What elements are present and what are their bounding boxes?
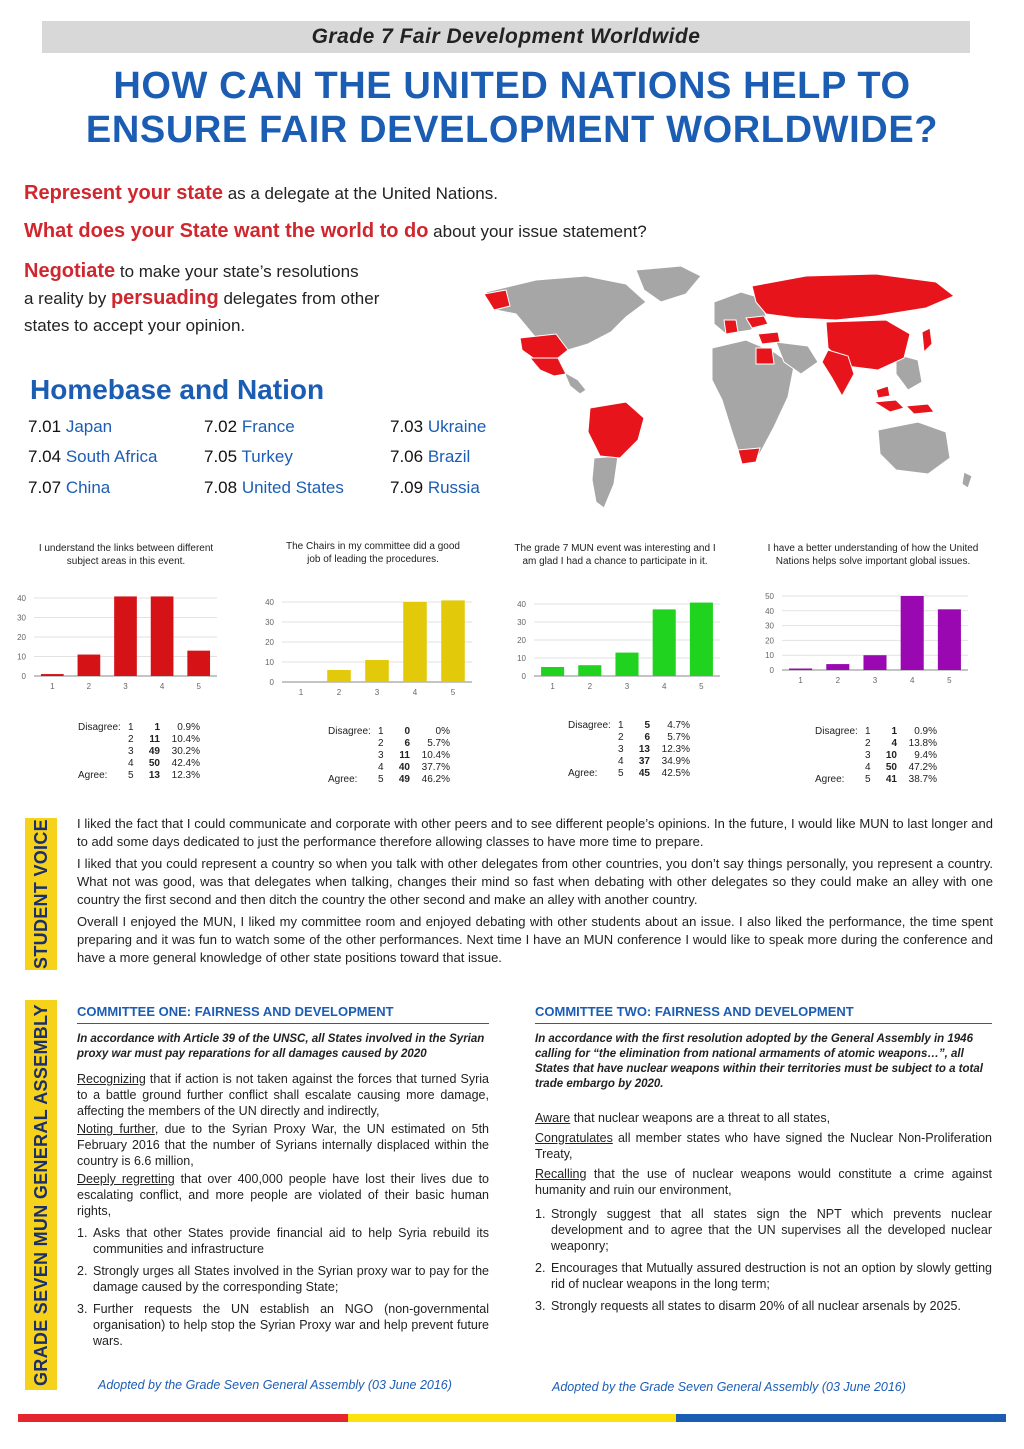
x-tick-label: 1 (798, 676, 803, 685)
stats-rating: 5 (618, 768, 624, 779)
y-tick-label: 10 (17, 652, 26, 662)
stats-count: 10 (885, 750, 897, 761)
stats-label: Agree: (328, 774, 358, 785)
x-tick-label: 3 (123, 682, 128, 691)
clause-text: all member states who have signed the Nuclear Non-Proliferation Treaty, (535, 1131, 992, 1161)
stats-count: 1 (891, 726, 897, 737)
nation-code: 7.01 (28, 417, 66, 436)
map-greenland (636, 266, 701, 302)
nation-code: 7.09 (390, 478, 428, 497)
nation-item (204, 446, 293, 468)
operative-clauses (535, 1206, 992, 1314)
nation-item (204, 416, 295, 438)
y-tick-label: 0 (521, 672, 526, 681)
stats-percent: 4.7% (667, 720, 690, 731)
stats-rating: 3 (128, 746, 134, 757)
chart-title: The grade 7 MUN event was interesting and I am glad I had a chance to participate in it. (514, 543, 716, 567)
stats-row (78, 770, 200, 782)
stats-percent: 13.8% (908, 738, 937, 749)
stats-label (815, 738, 865, 750)
nation-item (390, 446, 470, 468)
stats-label (815, 762, 865, 774)
intro-text: to make your state’s resolutions (115, 262, 359, 281)
stats-count: 13 (148, 770, 160, 781)
stats-label: Agree: (568, 768, 598, 779)
map-south-africa (738, 448, 760, 464)
nation-name: Brazil (427, 447, 471, 466)
preamble-clause (77, 1071, 489, 1119)
stats-row (568, 756, 690, 768)
nation-name: United States (241, 478, 344, 497)
stats-count: 11 (399, 750, 410, 761)
stats-percent: 42.4% (171, 758, 200, 769)
operative-clause (535, 1260, 992, 1292)
clause-text: that nuclear weapons are a threat to all states, (570, 1111, 831, 1125)
clause-number: 3. (535, 1299, 546, 1313)
stats-percent: 5.7% (667, 732, 690, 743)
nation-code: 7.02 (204, 417, 242, 436)
x-tick-label: 1 (50, 682, 55, 691)
clause-text: that the use of nuclear weapons would constitute a crime against humanity and ruin our environment, (535, 1167, 992, 1197)
operative-clauses (77, 1225, 489, 1349)
stats-percent: 12.3% (171, 770, 200, 781)
resolution-statement: In accordance with Article 39 of the UNSC, all States involved in the Syrian proxy war must pay reparations for all damages caused by 2020 (77, 1033, 485, 1060)
bar (541, 667, 564, 676)
stats-label (568, 744, 618, 756)
stats-rating: 1 (128, 722, 134, 733)
x-tick-label: 1 (298, 688, 304, 697)
y-tick-label: 30 (765, 621, 774, 631)
y-tick-label: 40 (265, 598, 274, 607)
x-tick-label: 4 (909, 676, 915, 685)
stats-label: Disagree: (568, 720, 611, 731)
x-tick-label: 2 (587, 682, 593, 691)
clause-number: 2. (535, 1261, 546, 1275)
x-tick-label: 3 (872, 676, 878, 685)
clause-text: Asks that other States provide financial aid to help Syria rebuild its communities and infrastructure (93, 1226, 489, 1256)
clause-text: , due to the Syrian Proxy War, the UN estimated on 5th February 2016 that the number of Syrians internally displaced within the country is 6.6 million, (77, 1122, 489, 1168)
y-tick-label: 20 (517, 636, 526, 645)
committee-title: COMMITTEE ONE: FAIRNESS AND DEVELOPMENT (77, 1004, 489, 1024)
bar (403, 602, 427, 682)
intro-highlight: Negotiate (24, 260, 116, 282)
y-tick-label: 40 (17, 594, 26, 603)
stats-percent: 38.7% (908, 774, 937, 785)
stats-row (78, 746, 200, 758)
stats-label: Agree: (815, 774, 845, 785)
stats-row (568, 720, 690, 732)
y-tick-label: 10 (517, 654, 526, 663)
chart-title: The Chairs in my committee did a good job of leading the procedures. (286, 541, 460, 565)
map-russia (752, 274, 954, 320)
y-tick-label: 30 (517, 618, 526, 627)
bar (653, 609, 676, 676)
stats-label: Disagree: (328, 726, 371, 737)
stats-label: Disagree: (78, 722, 121, 733)
clause-number: 1. (535, 1207, 546, 1221)
homebase-title: Homebase and Nation (30, 374, 325, 405)
stats-rating: 2 (378, 738, 384, 749)
x-tick-label: 5 (196, 682, 201, 691)
stats-count: 6 (404, 738, 410, 749)
stats-row (568, 768, 690, 780)
voice-quote: I liked the fact that I could communicate and corporate with other peers and to see different people’s opinions. In the future, I would like MUN to last longer and to add some days dedicated to just the performance therefore allowing classes to have more time to prepare. (77, 816, 993, 849)
stats-row (815, 762, 937, 774)
stats-row (815, 774, 937, 786)
bar (327, 670, 351, 682)
clause-text: Further requests the UN establish an NGO (non-governmental organisation) to help stop the Syrian Proxy war and help prevent future wars. (93, 1302, 489, 1348)
clause-keyword: Aware (535, 1111, 571, 1125)
stats-rating: 3 (865, 750, 871, 761)
map-france (724, 320, 738, 334)
title-line-1: HOW CAN THE UNITED NATIONS HELP TO (113, 65, 911, 107)
x-tick-label: 4 (159, 682, 165, 691)
stats-label (78, 746, 128, 758)
map-central-america (564, 372, 586, 394)
operative-clause (535, 1298, 992, 1314)
stats-count: 40 (398, 762, 410, 773)
committee-title: COMMITTEE TWO: FAIRNESS AND DEVELOPMENT (535, 1004, 992, 1024)
adopted-note-two: Adopted by the Grade Seven General Assembly (03 June 2016) (552, 1380, 906, 1394)
x-tick-label: 5 (450, 688, 456, 697)
stats-count: 6 (644, 732, 650, 743)
bar (41, 674, 64, 676)
stats-row (328, 774, 450, 786)
y-tick-label: 30 (17, 613, 26, 623)
stats-rating: 1 (618, 720, 624, 731)
stats-count: 45 (638, 768, 650, 779)
y-tick-label: 40 (765, 606, 774, 616)
bar (187, 651, 210, 676)
stats-percent: 42.5% (661, 768, 690, 779)
bar (578, 665, 601, 676)
clause-text: Encourages that Mutually assured destruction is not an option by slowly getting rid of nuclear weapons in the long term; (551, 1261, 992, 1291)
stats-rating: 1 (865, 726, 871, 737)
clause-text: that over 400,000 people have lost their lives due to escalating conflict, and more people are violated of their basic human rights, (77, 1172, 489, 1218)
x-tick-label: 2 (835, 676, 841, 685)
stats-rating: 4 (618, 756, 624, 767)
page-title (20, 64, 1004, 152)
stats-label (568, 756, 618, 768)
nation-item (390, 477, 480, 499)
map-africa (712, 340, 794, 462)
response-stats (328, 726, 450, 786)
stats-row (328, 750, 450, 762)
y-tick-label: 40 (517, 600, 526, 609)
nation-name: Japan (65, 417, 113, 436)
top-banner: Grade 7 Fair Development Worldwide (42, 21, 970, 53)
stats-label (78, 734, 128, 746)
stats-percent: 46.2% (421, 774, 450, 785)
x-tick-label: 2 (336, 688, 342, 697)
map-north-america (486, 276, 646, 350)
nation-code: 7.04 (28, 447, 66, 466)
bar-chart (748, 586, 976, 692)
resolution-statement: In accordance with the first resolution adopted by the General Assembly in 1946 calling for “the elimination from national armaments of atomic weapons…”, all States that have nuclear weapons within their territories must be subject to a total trade embargo by 2020. (535, 1033, 983, 1090)
x-tick-label: 3 (374, 688, 380, 697)
stats-row (815, 738, 937, 750)
nation-code: 7.05 (204, 447, 242, 466)
nation-name: South Africa (65, 447, 158, 466)
x-tick-label: 4 (412, 688, 418, 697)
stats-rating: 1 (378, 726, 384, 737)
operative-clause (535, 1206, 992, 1254)
map-australia (878, 422, 950, 474)
stats-rating: 2 (128, 734, 134, 745)
stats-count: 0 (404, 726, 410, 737)
bar (441, 600, 465, 682)
intro-paragraph (24, 258, 379, 339)
x-tick-label: 5 (947, 676, 952, 685)
stats-label (815, 750, 865, 762)
stats-count: 13 (638, 744, 650, 755)
stats-percent: 0.9% (177, 722, 200, 733)
x-tick-label: 5 (699, 682, 704, 691)
y-tick-label: 0 (21, 672, 26, 681)
response-stats (568, 720, 690, 780)
map-indonesia (874, 386, 934, 414)
nation-name: Turkey (241, 447, 293, 466)
preamble-clause (77, 1121, 489, 1169)
world-map (476, 262, 998, 520)
nation-name: Russia (427, 478, 480, 497)
response-stats (78, 722, 200, 782)
stats-rating: 4 (865, 762, 871, 773)
nation-name: China (65, 478, 111, 497)
student-voice-label: STUDENT VOICE (31, 819, 51, 969)
nation-item (28, 446, 157, 468)
stats-row (328, 726, 450, 738)
y-tick-label: 20 (265, 638, 274, 647)
map-japan (922, 328, 932, 352)
clause-number: 2. (77, 1264, 88, 1278)
y-tick-label: 0 (269, 678, 274, 687)
stats-rating: 2 (618, 732, 624, 743)
stats-label (568, 732, 618, 744)
x-tick-label: 2 (86, 682, 92, 691)
y-tick-label: 10 (765, 651, 774, 661)
stats-row (328, 762, 450, 774)
adopted-note-one: Adopted by the Grade Seven General Assembly (03 June 2016) (98, 1378, 452, 1392)
stats-row (328, 738, 450, 750)
map-south-america-south (592, 456, 618, 508)
clause-text: Strongly suggest that all states sign the NPT which prevents nuclear development and to agree that the UN supervises all the developed nuclear weaponry; (551, 1207, 992, 1253)
y-tick-label: 10 (265, 658, 274, 667)
clause-keyword: Recalling (535, 1167, 587, 1181)
footer-stripe-blue (676, 1414, 1006, 1422)
response-stats (815, 726, 937, 786)
nation-list (28, 416, 508, 516)
stats-rating: 4 (378, 762, 384, 773)
intro-text: as a delegate at the United Nations. (222, 184, 498, 203)
map-egypt (756, 348, 774, 364)
voice-quote: Overall I enjoyed the MUN, I liked my committee room and enjoyed debating with other students about an issue. I also liked the performance, the time spent preparing and it was fun to watch some of the other performances. Next time I have an MUN conference I would like to speak more during the conference and have a more general knowledge of other state positions toward that issue. (77, 914, 993, 965)
stats-count: 49 (398, 774, 410, 785)
stats-rating: 2 (865, 738, 871, 749)
intro-text: delegates from other (218, 289, 380, 308)
bar (114, 596, 137, 676)
stats-row (815, 726, 937, 738)
intro-text: states to accept your opinion. (24, 316, 246, 335)
stats-percent: 0.9% (914, 726, 937, 737)
assembly-label: GRADE SEVEN MUN GENERAL ASSEMBLY (31, 1004, 51, 1386)
footer-stripe-red (18, 1414, 348, 1422)
stats-row (78, 734, 200, 746)
stats-label (328, 750, 378, 762)
bar-chart (248, 592, 480, 704)
clause-keyword: Deeply regretting (77, 1172, 175, 1186)
nation-item (390, 416, 486, 438)
nation-code: 7.07 (28, 478, 66, 497)
stats-percent: 37.7% (421, 762, 450, 773)
title-line-2: ENSURE FAIR DEVELOPMENT WORLDWIDE? (85, 109, 939, 151)
intro-text: about your issue statement? (428, 222, 647, 241)
chart-title: I understand the links between different subject areas in this event. (38, 543, 214, 567)
stats-label (328, 762, 378, 774)
operative-clause (77, 1225, 489, 1257)
map-new-zealand (962, 472, 972, 488)
y-tick-label: 20 (17, 633, 26, 642)
preamble-clause (535, 1166, 992, 1198)
stats-count: 50 (885, 762, 897, 773)
stats-percent: 12.3% (661, 744, 690, 755)
clause-keyword: Recognizing (77, 1072, 146, 1086)
stats-label (328, 738, 378, 750)
stats-rating: 3 (378, 750, 384, 761)
student-voice (77, 815, 993, 971)
bar-chart (0, 588, 225, 698)
voice-quote: I liked that you could represent a country so when you talk with other delegates from other countries, you don’t say things personally, you represent a country. What not was good, was that delegates when talking, changes their mind so fast when debating with other delegates so they could make an alley with one country the first second and then ditch the country the other second and make an alley with another country. (77, 856, 993, 907)
bar (690, 603, 713, 676)
chart-title: I have a better understanding of how the United Nations helps solve important global issues. (767, 543, 979, 567)
bar (901, 596, 924, 670)
stats-percent: 9.4% (914, 750, 937, 761)
stats-count: 37 (638, 756, 650, 767)
y-tick-label: 30 (265, 618, 274, 627)
preamble-clause (535, 1130, 992, 1162)
bar (863, 655, 886, 670)
map-mexico (530, 358, 566, 376)
intro-text: a reality by (24, 289, 111, 308)
preamble-clause (535, 1110, 992, 1126)
bar (78, 655, 101, 676)
bar (615, 653, 638, 676)
bar-chart (500, 594, 728, 698)
clause-text: Strongly requests all states to disarm 20% of all nuclear arsenals by 2025. (551, 1299, 961, 1313)
intro-highlight: What does your State want the world to do (24, 220, 429, 242)
stats-label: Agree: (78, 770, 108, 781)
nation-name: Ukraine (427, 417, 487, 436)
preamble-clause (77, 1171, 489, 1219)
stats-percent: 47.2% (908, 762, 937, 773)
map-turkey (758, 332, 780, 344)
bar (826, 664, 849, 670)
stats-count: 50 (148, 758, 160, 769)
student-voice-sidebar (25, 818, 57, 970)
stats-percent: 0% (435, 726, 450, 737)
stats-label (78, 758, 128, 770)
clause-keyword: Congratulates (535, 1131, 613, 1145)
bar (789, 669, 812, 671)
footer-stripe-yellow (348, 1414, 676, 1422)
nation-item (204, 477, 344, 499)
stats-count: 11 (149, 734, 160, 745)
nation-item (28, 477, 110, 499)
clause-text: Strongly urges all States involved in the Syrian proxy war to pay for the damage caused by the corresponding State; (93, 1264, 489, 1294)
stats-rating: 5 (865, 774, 871, 785)
committee-two (535, 1004, 992, 1320)
stats-rating: 4 (128, 758, 134, 769)
stats-row (568, 744, 690, 756)
nation-code: 7.08 (204, 478, 242, 497)
stats-count: 4 (891, 738, 897, 749)
y-tick-label: 0 (769, 666, 774, 675)
x-tick-label: 4 (661, 682, 667, 691)
stats-label: Disagree: (815, 726, 858, 737)
committee-one (77, 1004, 489, 1355)
intro-line-1 (24, 180, 498, 207)
intro-highlight: Represent your state (24, 182, 223, 204)
nation-code: 7.06 (390, 447, 428, 466)
x-tick-label: 1 (550, 682, 555, 691)
clause-keyword: Noting further (77, 1122, 155, 1136)
nation-name: France (241, 417, 295, 436)
clause-number: 3. (77, 1302, 88, 1316)
map-alaska (484, 290, 510, 310)
stats-percent: 30.2% (171, 746, 200, 757)
intro-line-2 (24, 218, 647, 245)
bar (151, 596, 174, 676)
clause-text: that if action is not taken against the forces that turned Syria to a battle ground further conflict shall escalate causing more damage, affecting the members of the UN directly and indirectly, (77, 1072, 489, 1118)
nation-item (28, 416, 112, 438)
stats-count: 41 (885, 774, 897, 785)
stats-percent: 10.4% (421, 750, 450, 761)
stats-percent: 5.7% (427, 738, 450, 749)
bar (938, 609, 961, 670)
stats-percent: 10.4% (171, 734, 200, 745)
y-tick-label: 50 (765, 592, 774, 601)
clause-number: 1. (77, 1226, 88, 1240)
assembly-sidebar (25, 1000, 57, 1390)
operative-clause (77, 1301, 489, 1349)
intro-highlight: persuading (110, 287, 219, 309)
stats-count: 5 (644, 720, 650, 731)
stats-row (78, 722, 200, 734)
stats-rating: 5 (378, 774, 384, 785)
stats-row (78, 758, 200, 770)
map-brazil (588, 402, 644, 458)
stats-rating: 5 (128, 770, 134, 781)
stats-percent: 34.9% (661, 756, 690, 767)
nation-code: 7.03 (390, 417, 428, 436)
operative-clause (77, 1263, 489, 1295)
stats-count: 1 (154, 722, 160, 733)
bar (365, 660, 389, 682)
stats-rating: 3 (618, 744, 624, 755)
stats-row (815, 750, 937, 762)
y-tick-label: 20 (765, 636, 774, 646)
x-tick-label: 3 (624, 682, 630, 691)
stats-row (568, 732, 690, 744)
stats-count: 49 (148, 746, 160, 757)
